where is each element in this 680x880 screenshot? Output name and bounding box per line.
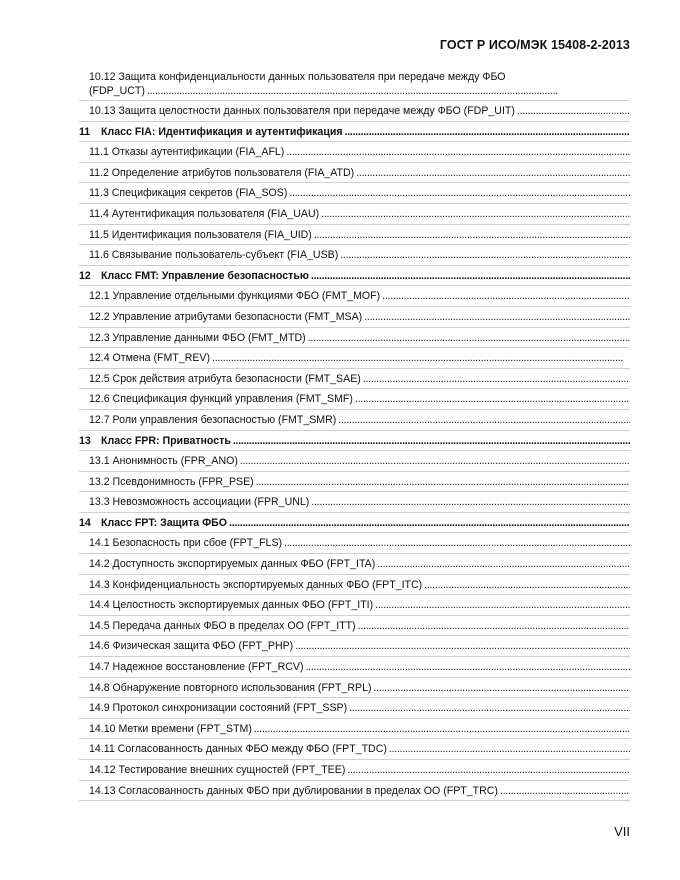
toc-entry bbox=[79, 410, 630, 431]
toc-entry bbox=[79, 348, 630, 369]
toc-entry-text: 13.3 Невозможность ассоциации (FPR_UNL) bbox=[89, 496, 310, 509]
page-number: VII bbox=[614, 824, 630, 839]
toc-chapter-number: 14 bbox=[79, 516, 91, 529]
toc-entry bbox=[79, 554, 630, 575]
toc-entry-text: 13.1 Анонимность (FPR_ANO) bbox=[89, 455, 238, 468]
toc-entry bbox=[79, 163, 630, 184]
dot-leader bbox=[349, 698, 630, 719]
toc-entry bbox=[79, 451, 630, 472]
dot-leader bbox=[389, 739, 630, 760]
dot-leader bbox=[345, 122, 630, 143]
toc-entry-text: 14.5 Передача данных ФБО в пределах ОО (FPT_ITT) bbox=[89, 619, 356, 632]
toc-entry bbox=[79, 245, 630, 266]
toc-entry bbox=[79, 286, 630, 307]
toc-chapter-number: 11 bbox=[79, 125, 91, 138]
toc-entry-text: 11.5 Идентификация пользователя (FIA_UID) bbox=[89, 228, 312, 241]
dot-leader bbox=[363, 369, 630, 390]
toc-entry bbox=[79, 636, 630, 657]
toc-entry-text: 10.13 Защита целостности данных пользователя при передаче между ФБО (FDP_UIT) bbox=[89, 105, 515, 117]
document-header: ГОСТ Р ИСО/МЭК 15408-2-2013 bbox=[439, 38, 630, 52]
dot-leader bbox=[355, 389, 630, 410]
toc-entry-text: Класс FIA: Идентификация и аутентификация bbox=[101, 125, 343, 138]
toc-entry bbox=[79, 533, 630, 554]
dot-leader bbox=[314, 225, 630, 246]
dot-leader bbox=[240, 451, 630, 472]
toc-entry bbox=[79, 781, 630, 802]
dot-leader bbox=[284, 533, 630, 554]
toc-entry bbox=[79, 204, 630, 225]
toc-entry-text: 12.6 Спецификация функций управления (FMT_SMF) bbox=[89, 393, 353, 406]
toc-entry bbox=[79, 760, 630, 781]
toc-entry-text: 12.3 Управление данными ФБО (FMT_MTD) bbox=[89, 331, 306, 344]
toc-chapter-entry bbox=[79, 266, 630, 287]
toc-entry bbox=[79, 369, 630, 390]
dot-leader bbox=[308, 328, 630, 349]
toc-entry-text: Класс FPT: Защита ФБО bbox=[101, 516, 228, 529]
toc-entry-text: Класс FPR: Приватность bbox=[101, 434, 231, 447]
dot-leader bbox=[311, 266, 630, 287]
toc-entry-text: 11.6 Связывание пользователь-субъект (FIA_USB) bbox=[89, 249, 339, 262]
dot-leader bbox=[229, 513, 630, 534]
toc-entry bbox=[79, 225, 630, 246]
dot-leader bbox=[375, 595, 630, 616]
toc-entry bbox=[79, 328, 630, 349]
toc-entry-text: 13.2 Псевдонимность (FPR_PSE) bbox=[89, 475, 254, 488]
toc-entry-text: 14.8 Обнаружение повторного использования (FPT_RPL) bbox=[89, 681, 372, 694]
dot-leader bbox=[338, 410, 630, 431]
toc-entry-text: 14.13 Согласованность данных ФБО при дублировании в пределах ОО (FPT_TRC) bbox=[89, 784, 498, 797]
toc-entry bbox=[79, 678, 630, 699]
toc-entry-text: 12.5 Срок действия атрибута безопасности (FMT_SAE) bbox=[89, 372, 361, 385]
toc-entry-text: 11.4 Аутентификация пользователя (FIA_UAU) bbox=[89, 207, 320, 220]
toc-entry-text: 11.1 Отказы аутентификации (FIA_AFL) bbox=[89, 146, 285, 159]
toc-chapter-number: 12 bbox=[79, 269, 91, 282]
dot-leader bbox=[382, 286, 630, 307]
dot-leader bbox=[356, 163, 630, 184]
toc-entry-text: 14.11 Согласованность данных ФБО между ФБО (FPT_TDC) bbox=[89, 743, 387, 756]
toc-chapter-entry bbox=[79, 513, 630, 534]
toc-entry-text: 14.9 Протокол синхронизации состояний (FPT_SSP) bbox=[89, 702, 348, 715]
toc-entry-text: 12.4 Отмена (FMT_REV) bbox=[89, 352, 211, 365]
toc-chapter-entry bbox=[79, 122, 630, 143]
dot-leader bbox=[305, 657, 630, 678]
toc-entry bbox=[79, 183, 630, 204]
toc-entry bbox=[79, 616, 630, 637]
toc-entry bbox=[79, 142, 630, 163]
toc-entry-text: 14.6 Физическая защита ФБО (FPT_PHP) bbox=[89, 640, 294, 653]
toc-entry bbox=[79, 719, 630, 740]
toc-entry-text: 12.2 Управление атрибутами безопасности (FMT_MSA) bbox=[89, 310, 363, 323]
dot-leader bbox=[358, 616, 630, 637]
toc-entry-text: 11.3 Спецификация секретов (FIA_SOS) bbox=[89, 187, 288, 200]
table-of-contents bbox=[79, 67, 630, 801]
toc-entry-text: 12.7 Роли управления безопасностью (FMT_SMR) bbox=[89, 413, 337, 426]
toc-entry-text-line1: 10.12 Защита конфиденциальности данных пользователя при передаче между ФБО bbox=[89, 71, 506, 83]
dot-leader bbox=[340, 245, 630, 266]
toc-entry bbox=[79, 389, 630, 410]
toc-chapter-entry bbox=[79, 431, 630, 452]
toc-entry-text: 14.4 Целостность экспортируемых данных ФБО (FPT_ITI) bbox=[89, 599, 374, 612]
toc-entry-text: 14.10 Метки времени (FPT_STM) bbox=[89, 722, 252, 735]
dot-leader bbox=[286, 142, 630, 163]
dot-leader bbox=[321, 204, 630, 225]
dot-leader bbox=[364, 307, 630, 328]
toc-entry bbox=[79, 67, 630, 101]
toc-chapter-number: 13 bbox=[79, 434, 91, 447]
toc-entry-text: 14.3 Конфиденциальность экспортируемых данных ФБО (FPT_ITC) bbox=[89, 578, 423, 591]
dot-leader bbox=[377, 554, 630, 575]
dot-leader bbox=[289, 183, 630, 204]
dot-leader bbox=[500, 781, 630, 802]
dot-leader bbox=[147, 84, 630, 98]
dot-leader bbox=[254, 719, 630, 740]
toc-entry bbox=[79, 739, 630, 760]
dot-leader bbox=[311, 492, 630, 513]
toc-entry bbox=[79, 698, 630, 719]
toc-entry-text: 14.1 Безопасность при сбое (FPT_FLS) bbox=[89, 537, 283, 550]
toc-entry-text: Класс FMT: Управление безопасностью bbox=[101, 269, 309, 282]
dot-leader bbox=[517, 101, 630, 122]
dot-leader bbox=[212, 348, 630, 369]
toc-entry bbox=[79, 492, 630, 513]
toc-entry bbox=[79, 595, 630, 616]
dot-leader bbox=[424, 575, 630, 596]
toc-entry-text: 14.7 Надежное восстановление (FPT_RCV) bbox=[89, 661, 304, 674]
dot-leader bbox=[295, 636, 630, 657]
dot-leader bbox=[347, 760, 630, 781]
dot-leader bbox=[256, 472, 630, 493]
toc-entry bbox=[79, 575, 630, 596]
dot-leader bbox=[373, 678, 630, 699]
toc-entry bbox=[79, 657, 630, 678]
dot-leader bbox=[233, 431, 630, 452]
toc-entry bbox=[79, 307, 630, 328]
toc-entry-text: 11.2 Определение атрибутов пользователя (FIA_ATD) bbox=[89, 166, 355, 179]
toc-entry bbox=[79, 101, 630, 122]
toc-entry bbox=[79, 472, 630, 493]
toc-entry-text: (FDP_UCT) bbox=[89, 85, 145, 97]
toc-entry-text: 12.1 Управление отдельными функциями ФБО (FMT_MOF) bbox=[89, 290, 381, 303]
toc-entry-text: 14.2 Доступность экспортируемых данных ФБО (FPT_ITA) bbox=[89, 558, 376, 571]
toc-entry-text: 14.12 Тестирование внешних сущностей (FPT_TEE) bbox=[89, 764, 346, 776]
